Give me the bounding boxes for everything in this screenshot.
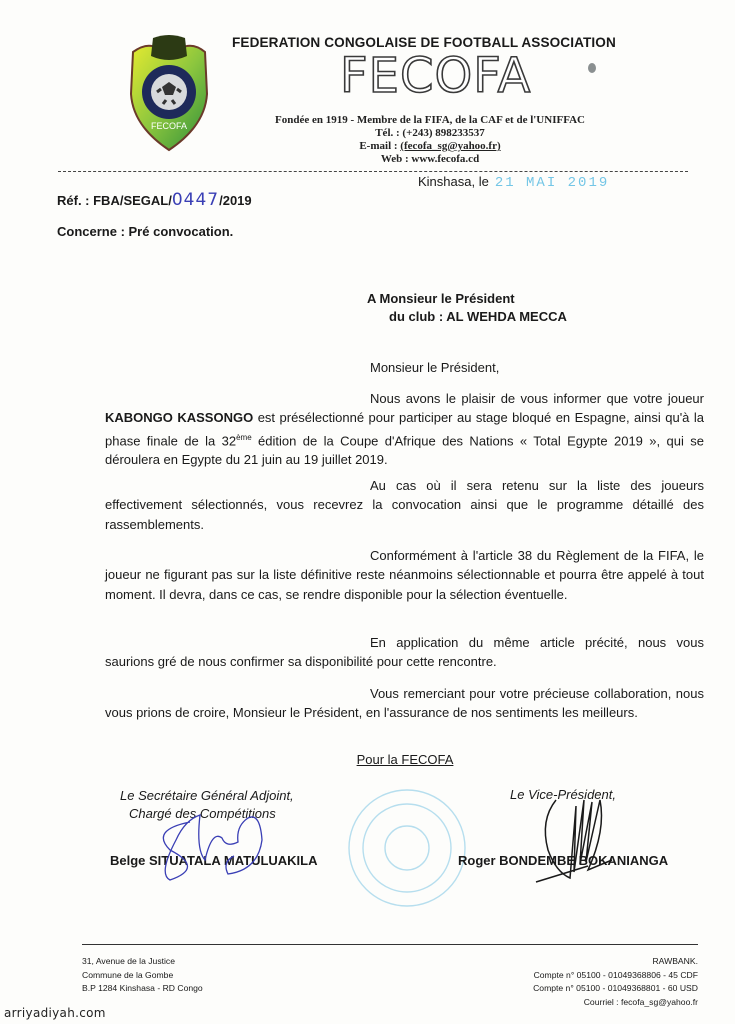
logo-text: FECOFA [150,121,188,131]
footer-address [82,955,203,996]
ref-number: 0447 [171,190,220,210]
place-date [418,174,609,191]
paragraph-3: Conformément à l'article 38 du Règlement de la FIFA, le joueur ne figurant pas sur la liste définitive reste néanmoins sélectionnable et pourra être appelé à tout moment. Il devra, dans ce cas, se rendre disponible pour la sélection éventuelle. [105,548,704,602]
federation-name: FEDERATION CONGOLAISE DE FOOTBALL ASSOCIATION [232,35,616,50]
footer-divider [82,944,698,945]
p1-text-a: Nous avons le plaisir de vous informer que votre joueur [370,391,704,406]
footer-address-line: 31, Avenue de la Justice [82,956,176,966]
official-seal [345,778,470,918]
email-line [200,140,660,152]
ref-prefix: Réf. : FBA/SEGAL/ [57,193,172,208]
tel-line: Tél. : (+243) 898233537 [375,127,485,139]
p1-text-c: édition de la Coupe d'Afrique des Nations « Total Egypte 2019 », qui se déroulera en Egypte du 21 juin au 19 juillet 2019. [105,432,705,468]
left-title-line2: Chargé des Compétitions [129,806,276,821]
paragraph-5: Vous remerciant pour votre précieuse collaboration, nous vous prions de croire, Monsieur le Président, en l'assurance de nos sentiments les meilleurs. [105,686,704,721]
email-label: E-mail : [359,140,401,152]
left-title-line1: Le Secrétaire Général Adjoint, [120,788,294,803]
founded-line: Fondée en 1919 - Membre de la FIFA, de la CAF et de l'UNIFFAC [275,114,585,126]
closing-line [0,752,735,767]
footer-bank-line: Compte n° 05100 - 01049368801 - 60 USD [533,983,698,993]
p1-text-b: est présélectionné pour participer au stage bloqué en Espagne, ainsi qu'à la phase finale de la 32 [105,410,705,448]
right-signatory-name: Roger BONDEMBE BOKANIANGA [458,853,669,868]
left-signature [163,815,262,880]
place-label: Kinshasa, le [418,174,489,189]
recipient-line1: A Monsieur le Président [367,291,515,306]
footer-address-line: Commune de la Gombe [82,969,174,980]
watermark: arriyadiyah.com [4,1006,106,1020]
date-stamp: 21 MAI 2019 [494,175,610,191]
fecofa-wordmark: FECOFA [340,48,532,104]
footer-bank-line: RAWBANK. [652,956,698,966]
recipient-line2: du club : AL WEHDA MECCA [389,309,567,324]
player-name: KABONGO KASSONGO [105,410,254,426]
paragraph-2: Au cas où il sera retenu sur la liste des joueurs effectivement sélectionnés, vous recevrez la convocation ainsi que le programme détaillé des rassemblements. [105,478,704,532]
reference [57,190,252,210]
left-signatory-name: Belge SITUATALA MATULUAKILA [110,853,318,868]
right-signature [536,800,612,882]
closing-text: Pour la FECOFA [356,752,454,767]
p1-superscript: ème [236,432,252,442]
footer-bank-line: Compte n° 05100 - 01049368806 - 45 CDF [533,969,698,980]
email-link[interactable]: (fecofa_sg@yahoo.fr) [400,140,501,152]
scan-dot [588,63,596,73]
fecofa-logo [127,34,211,152]
ref-suffix: /2019 [219,193,252,208]
subject: Concerne : Pré convocation. [57,224,234,239]
paragraph-1 [105,389,704,470]
footer-bank-line: Courriel : fecofa_sg@yahoo.fr [583,996,698,1007]
right-signatory-title: Le Vice-Président, [510,787,616,802]
header-divider [58,171,688,172]
footer-bank [430,955,698,1009]
salutation: Monsieur le Président, [370,360,500,375]
footer-address-line: B.P 1284 Kinshasa - RD Congo [82,983,203,993]
paragraph-4: En application du même article précité, nous vous saurions gré de nous confirmer sa disponibilité pour cette rencontre. [105,635,704,670]
web-line: Web : www.fecofa.cd [380,153,480,165]
left-signatory-title [120,787,294,823]
